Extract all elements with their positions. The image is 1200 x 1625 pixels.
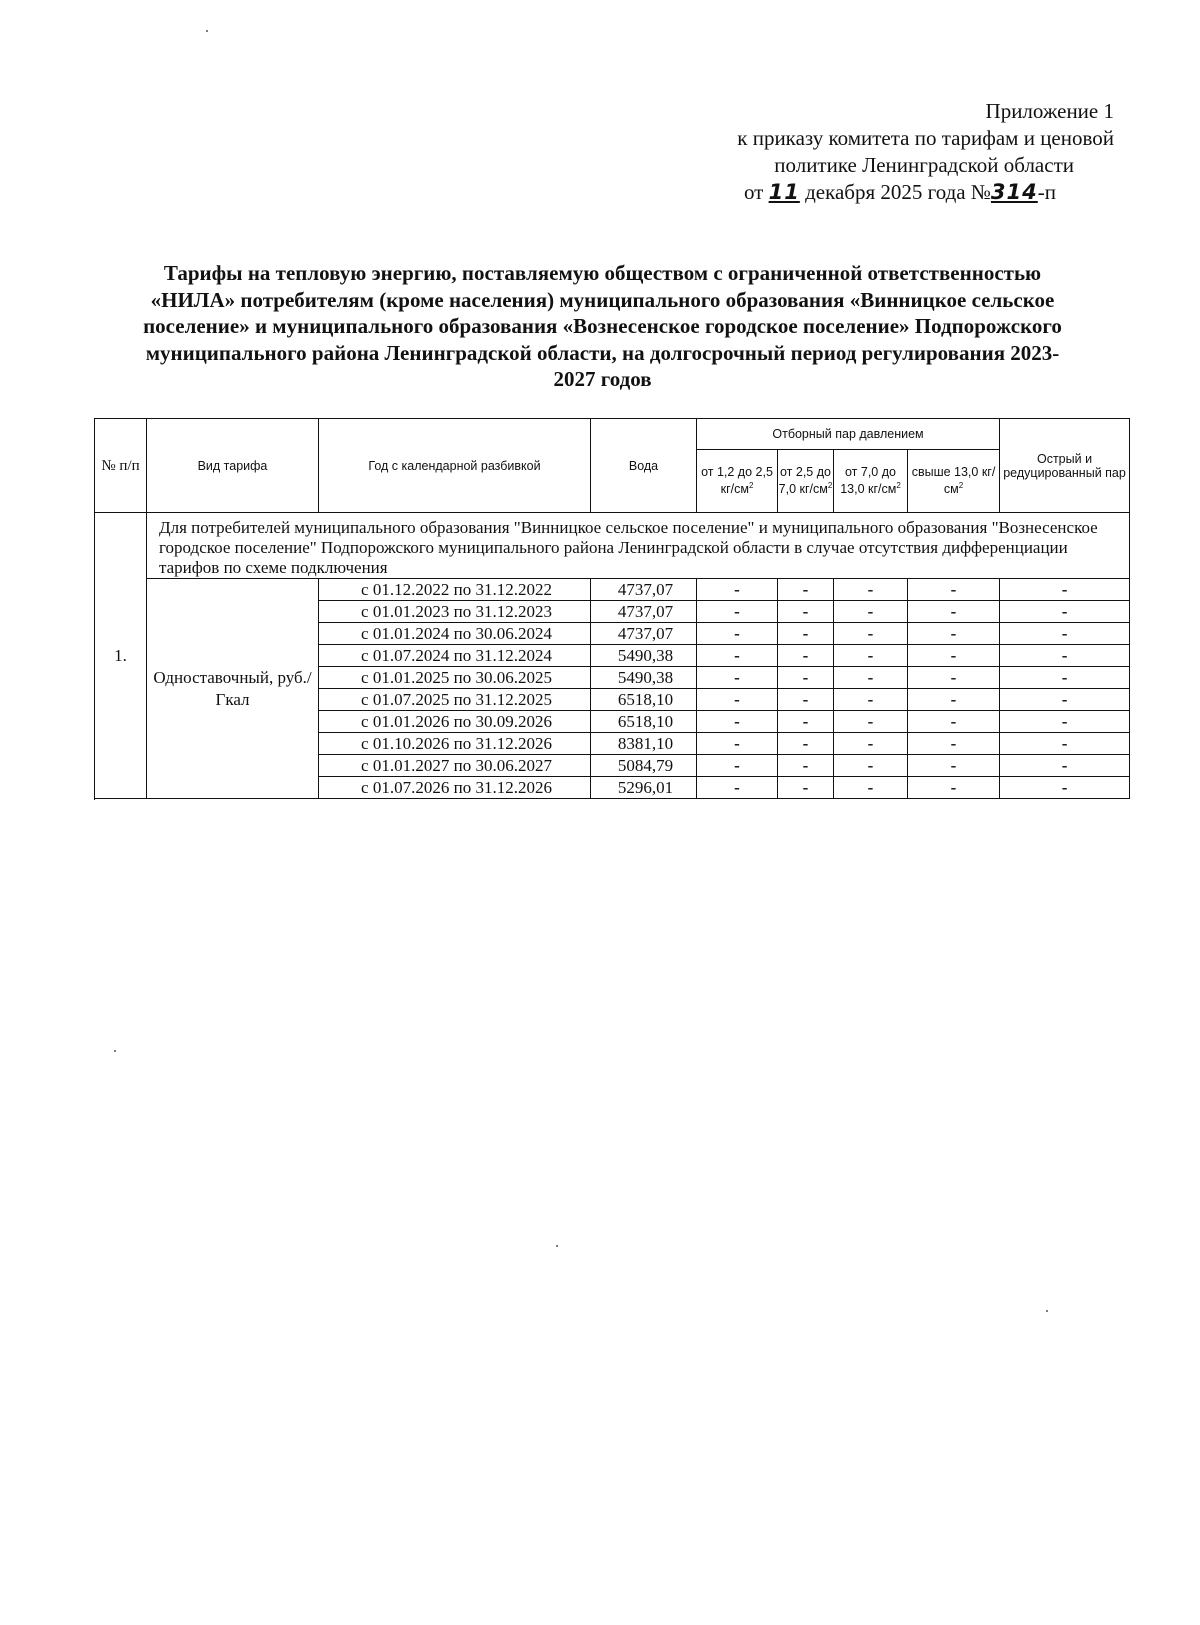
header-steam-3: от 7,0 до 13,0 $кг/см^2$	[834, 450, 908, 513]
tariff-kind: Одноставочный, руб./Гкал	[147, 579, 319, 799]
appendix-line-3: политике Ленинградской области	[774, 153, 1074, 177]
empty-value-cell: -	[697, 733, 778, 755]
empty-value-cell: -	[908, 667, 1000, 689]
water-tariff-cell: 5490,38	[591, 645, 697, 667]
empty-value-cell: -	[908, 711, 1000, 733]
appendix-line-1: Приложение 1	[985, 99, 1114, 123]
empty-value-cell: -	[778, 689, 834, 711]
empty-value-cell: -	[697, 645, 778, 667]
empty-value-cell: -	[697, 777, 778, 799]
empty-value-cell: -	[697, 667, 778, 689]
empty-value-cell: -	[908, 623, 1000, 645]
water-tariff-cell: 5490,38	[591, 667, 697, 689]
period-cell: с 01.12.2022 по 31.12.2022	[319, 579, 591, 601]
order-date-text: декабря 2025 года №	[805, 180, 991, 204]
header-steam-2: от 2,5 до 7,0 $кг/см^2$	[778, 450, 834, 513]
tariff-table	[94, 418, 1130, 799]
water-tariff-cell: 5296,01	[591, 777, 697, 799]
header-steam-4: свыше 13,0 $кг/см^2$	[908, 450, 1000, 513]
header-period: Год с календарной разбивкой	[319, 419, 591, 513]
row-number: 1.	[95, 513, 147, 799]
empty-value-cell: -	[778, 623, 834, 645]
header-steam-1: от 1,2 до 2,5 $кг/см^2$	[697, 450, 778, 513]
empty-value-cell: -	[1000, 755, 1130, 777]
empty-value-cell: -	[778, 755, 834, 777]
empty-value-cell: -	[778, 601, 834, 623]
empty-value-cell: -	[834, 711, 908, 733]
empty-value-cell: -	[834, 667, 908, 689]
empty-value-cell: -	[908, 733, 1000, 755]
water-tariff-cell: 4737,07	[591, 601, 697, 623]
empty-value-cell: -	[1000, 689, 1130, 711]
empty-value-cell: -	[1000, 645, 1130, 667]
empty-value-cell: -	[834, 755, 908, 777]
water-tariff-cell: 6518,10	[591, 711, 697, 733]
empty-value-cell: -	[908, 755, 1000, 777]
water-tariff-cell: 6518,10	[591, 689, 697, 711]
period-cell: с 01.01.2024 по 30.06.2024	[319, 623, 591, 645]
water-tariff-cell: 5084,79	[591, 755, 697, 777]
empty-value-cell: -	[697, 601, 778, 623]
period-cell: с 01.07.2025 по 31.12.2025	[319, 689, 591, 711]
empty-value-cell: -	[697, 579, 778, 601]
empty-value-cell: -	[697, 755, 778, 777]
period-cell: с 01.01.2027 по 30.06.2027	[319, 755, 591, 777]
header-steam-group: Отборный пар давлением	[697, 419, 1000, 450]
period-cell: с 01.07.2024 по 31.12.2024	[319, 645, 591, 667]
order-date-prefix: от	[743, 180, 764, 204]
empty-value-cell: -	[697, 689, 778, 711]
empty-value-cell: -	[1000, 733, 1130, 755]
header-tariff-kind: Вид тарифа	[147, 419, 319, 513]
empty-value-cell: -	[908, 645, 1000, 667]
empty-value-cell: -	[1000, 667, 1130, 689]
empty-value-cell: -	[1000, 601, 1130, 623]
period-cell: с 01.01.2023 по 31.12.2023	[319, 601, 591, 623]
empty-value-cell: -	[834, 689, 908, 711]
appendix-block	[594, 98, 1114, 206]
appendix-line-2: к приказу комитета по тарифам и ценовой	[737, 126, 1114, 150]
empty-value-cell: -	[834, 623, 908, 645]
empty-value-cell: -	[834, 579, 908, 601]
empty-value-cell: -	[908, 777, 1000, 799]
period-cell: с 01.07.2026 по 31.12.2026	[319, 777, 591, 799]
empty-value-cell: -	[778, 711, 834, 733]
header-water: Вода	[591, 419, 697, 513]
water-tariff-cell: 4737,07	[591, 579, 697, 601]
empty-value-cell: -	[778, 667, 834, 689]
empty-value-cell: -	[1000, 579, 1130, 601]
order-day-handwritten: 11	[768, 180, 800, 204]
empty-value-cell: -	[778, 579, 834, 601]
order-number-handwritten: 314	[990, 180, 1038, 204]
document-title: Тарифы на тепловую энергию, поставляемую обществом с ограниченной ответственностью «НИЛА» потребителям (кроме населения) муниципального образования «Винницкое сельское поселение» и муниципального образования «Вознесенское городское поселение» Подпорожского муниципального района Ленинградской области, на долгосрочный период регулирования 2023-2027 годов	[143, 261, 1062, 391]
period-cell: с 01.01.2026 по 30.09.2026	[319, 711, 591, 733]
empty-value-cell: -	[1000, 711, 1130, 733]
water-tariff-cell: 8381,10	[591, 733, 697, 755]
empty-value-cell: -	[834, 733, 908, 755]
water-tariff-cell: 4737,07	[591, 623, 697, 645]
empty-value-cell: -	[697, 711, 778, 733]
table-row	[95, 579, 1130, 601]
empty-value-cell: -	[834, 777, 908, 799]
empty-value-cell: -	[778, 733, 834, 755]
empty-value-cell: -	[908, 579, 1000, 601]
empty-value-cell: -	[697, 623, 778, 645]
empty-value-cell: -	[834, 645, 908, 667]
header-sharp-steam: Острый и редуцированный пар	[1000, 419, 1130, 513]
empty-value-cell: -	[908, 601, 1000, 623]
period-cell: с 01.10.2026 по 31.12.2026	[319, 733, 591, 755]
period-cell: с 01.01.2025 по 30.06.2025	[319, 667, 591, 689]
empty-value-cell: -	[1000, 777, 1130, 799]
appendix-line-4	[594, 179, 1114, 206]
empty-value-cell: -	[778, 645, 834, 667]
consumer-group-description: Для потребителей муниципального образования "Винницкое сельское поселение" и муниципального образования "Вознесенское городское поселение" Подпорожского муниципального района Ленинградской области в случае отсутствия дифференциации тарифов по схеме подключения	[147, 513, 1130, 579]
header-number: № п/п	[95, 419, 147, 513]
empty-value-cell: -	[778, 777, 834, 799]
empty-value-cell: -	[908, 689, 1000, 711]
empty-value-cell: -	[1000, 623, 1130, 645]
empty-value-cell: -	[834, 601, 908, 623]
order-number-suffix: -п	[1037, 180, 1056, 204]
